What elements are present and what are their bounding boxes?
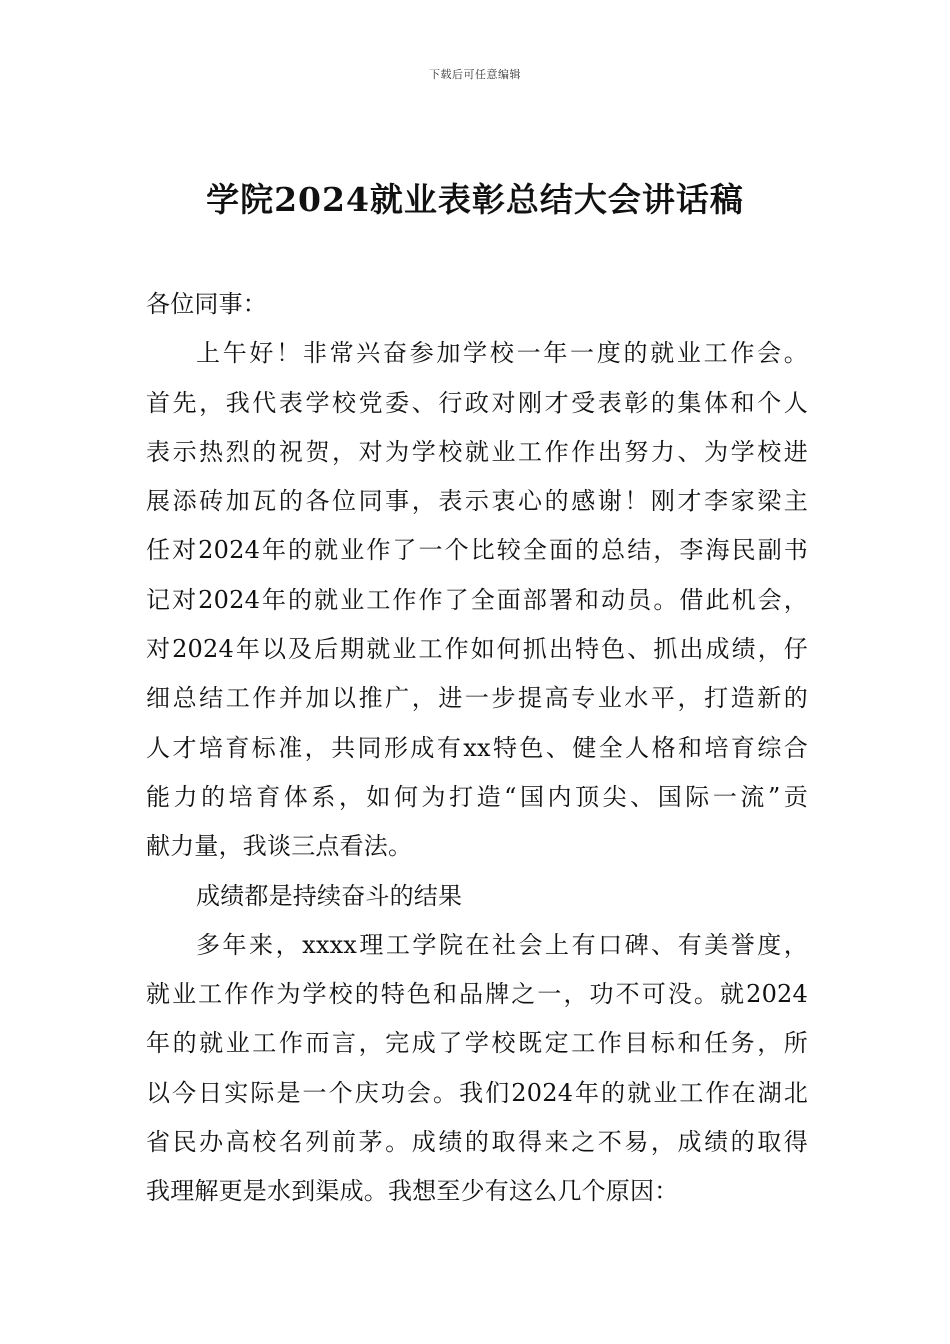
paragraph-line: 献力量，我谈三点看法。 (146, 832, 413, 861)
paragraph-line: 能力的培育体系，如何为打造“国内顶尖、国际一流”贡 (146, 782, 808, 811)
paragraph-line: 上午好！非常兴奋参加学校一年一度的就业工作会。 (196, 339, 808, 368)
paragraph-line: 首先，我代表学校党委、行政对刚才受表彰的集体和个人 (146, 388, 808, 417)
paragraph-line: 以今日实际是一个庆功会。我们2024年的就业工作在湖北 (146, 1078, 808, 1107)
paragraph-line: 就业工作作为学校的特色和品牌之一，功不可没。就2024 (146, 980, 808, 1009)
document-body (146, 280, 808, 1217)
document-title: 学院2024就业表彰总结大会讲话稿 (206, 180, 744, 219)
paragraph-achievements (146, 921, 808, 1217)
paragraph-line: 细总结工作并加以推广，进一步提高专业水平，打造新的 (146, 684, 808, 713)
paragraph-line: 记对2024年的就业工作作了全面部署和动员。借此机会， (146, 585, 808, 614)
header-note: 下载后可任意编辑 (429, 68, 521, 81)
paragraph-line: 展添砖加瓦的各位同事，表示衷心的感谢！刚才李家梁主 (146, 487, 808, 516)
section-heading: 成绩都是持续奋斗的结果 (196, 881, 463, 910)
paragraph-line: 任对2024年的就业作了一个比较全面的总结，李海民副书 (146, 536, 808, 565)
paragraph-opening (146, 329, 808, 871)
paragraph-line: 表示热烈的祝贺，对为学校就业工作作出努力、为学校进 (146, 437, 808, 466)
paragraph-line: 省民办高校名列前茅。成绩的取得来之不易，成绩的取得 (146, 1128, 808, 1157)
salutation: 各位同事： (146, 290, 267, 318)
paragraph-line: 我理解更是水到渠成。我想至少有这么几个原因： (146, 1177, 679, 1206)
paragraph-line: 年的就业工作而言，完成了学校既定工作目标和任务，所 (146, 1029, 808, 1058)
paragraph-line: 多年来，xxxx理工学院在社会上有口碑、有美誉度， (196, 930, 808, 959)
paragraph-line: 人才培育标准，共同形成有xx特色、健全人格和培育综合 (146, 733, 808, 762)
paragraph-line: 对2024年以及后期就业工作如何抓出特色、抓出成绩，仔 (146, 635, 808, 664)
